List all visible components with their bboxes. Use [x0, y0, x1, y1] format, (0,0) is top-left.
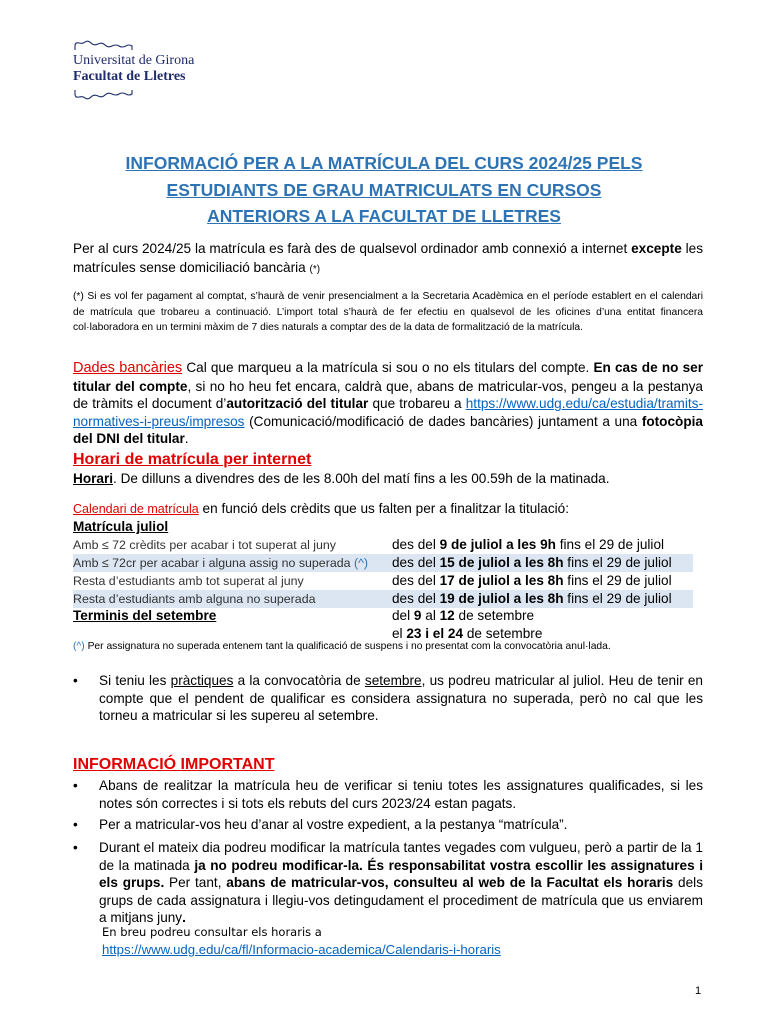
schedule-text: Horari. De dilluns a divendres des de les 8.00h del matí fins a les 00.59h de la matinada.	[73, 471, 610, 486]
calendar-row: Resta d’estudiants amb tot superat al juny des del 17 de juliol a les 8h fins el 29 de juliol	[73, 573, 672, 588]
july-heading-row	[73, 518, 693, 536]
schedule-heading: Horari de matrícula per internet	[73, 451, 312, 468]
calendar-footnote: (^) Per assignatura no superada entenem tant la qualificació de suspens i no presentat com la convocatòria anul·lada.	[73, 641, 611, 652]
bank-details-paragraph: Dades bancàries Cal que marqueu a la matrícula si sou o no els titulars del compte. En cas de no ser titular del compte, si no ho heu fet encara, caldrà que, abans de matricular-vos, pengeu a la pestanya de tràmits el document d’autorització del titular que trobareu a https://www.udg.edu/ca/estudia/tramits-normatives-i-preus/impresos (Comunicació/modificació de dades bancàries) juntament a una fotocòpia del DNI del titular.	[73, 360, 703, 447]
september-heading: Terminis del setembre	[73, 608, 217, 623]
calendar-intro: Calendari de matrícula en funció dels crèdits que us falten per a finalitzar la titulació:	[73, 501, 570, 516]
university-name: Universitat de Girona	[73, 53, 195, 68]
important-bullet: • Durant el mateix dia podreu modificar la matrícula tantes vegades com vulgueu, però a partir de la 1 de la matinada ja no podreu modificar-la. És responsabilitat vostra escollir les assignatures i els grups. Per tant, abans de matricular-vos, consulteu al web de la Facultat els horaris dels grups de cada assignatura i llegiu-vos detingudament el procediment de matrícula que us enviarem a mitjans juny.	[73, 840, 704, 926]
july-heading: Matrícula juliol	[73, 519, 169, 534]
bullet-icon: •	[73, 673, 78, 688]
page-number: 1	[695, 985, 702, 997]
bank-details-heading: Dades bancàries	[73, 360, 183, 376]
bullet-icon: •	[73, 817, 78, 832]
calendar-row: Amb ≤ 72 crèdits per acabar i tot superat al juny des del 9 de juliol a les 9h fins el 29 de juliol	[73, 537, 665, 552]
logo	[73, 40, 213, 100]
ornament-top-icon	[74, 40, 134, 52]
timetables-note: En breu podreu consultar els horaris a https://www.udg.edu/ca/fl/Informacio-academica/Calendaris-i-horaris	[102, 925, 501, 957]
title-line-1: INFORMACIÓ PER A LA MATRÍCULA DEL CURS 2024/25 PELS	[125, 153, 643, 173]
september-row: el 23 i el 24 de setembre	[392, 626, 543, 641]
document-title	[60, 150, 708, 230]
september-row: Terminis del setembre del 9 al 12 de setembre	[73, 608, 535, 623]
forms-link[interactable]: https://www.udg.edu/ca/estudia/tramits-normatives-i-preus/impresos	[73, 396, 703, 429]
faculty-name: Facultat de Lletres	[73, 69, 186, 84]
title-line-2: ESTUDIANTS DE GRAU MATRICULATS EN CURSOS	[166, 179, 602, 200]
payment-note: (*) Si es vol fer pagament al comptat, s’haurà de venir presencialment a la Secretaria Acadèmica en el període establert en el calendari de matrícula que trobareu a continuació. L’import total s’haurà de fer efectiu en qualsevol de les oficines d’una entitat financera col·laboradora en un termini màxim de 7 dies naturals a comptar des de la data de formalització de la matrícula.	[73, 291, 703, 333]
intro-paragraph: Per al curs 2024/25 la matrícula es farà des de qualsevol ordinador amb connexió a internet excepte les matrícules sense domiciliació bancària (*)	[73, 241, 703, 275]
title-line-3: ANTERIORS A LA FACULTAT DE LLETRES	[207, 206, 561, 226]
important-bullet: • Abans de realitzar la matrícula heu de verificar si teniu totes les assignatures qualificades, si les notes són correctes i si tots els rebuts del curs 2023/24 estan pagats.	[73, 778, 703, 811]
calendar-row: Resta d’estudiants amb alguna no superada des del 19 de juliol a les 8h fins el 29 de juliol	[73, 590, 693, 608]
timetables-link[interactable]: https://www.udg.edu/ca/fl/Informacio-academica/Calendaris-i-horaris	[102, 942, 501, 957]
calendar-row: Amb ≤ 72cr per acabar i alguna assig no superada (^) des del 15 de juliol a les 8h fins el 29 de juliol	[73, 554, 693, 572]
calendar-label: Calendari de matrícula	[73, 502, 199, 516]
important-heading: INFORMACIÓ IMPORTANT	[73, 756, 275, 773]
bullet-icon: •	[73, 778, 78, 793]
bullet-icon: •	[73, 840, 78, 855]
important-bullet: • Per a matricular-vos heu d’anar al vostre expedient, a la pestanya “matrícula”.	[73, 817, 568, 832]
ornament-bottom-icon	[74, 88, 134, 100]
practices-bullet: • Si teniu les pràctiques a la convocatòria de setembre, us podreu matricular al juliol. Heu de tenir en compte que el pendent de qualificar es considera assignatura no superada, però no cal que les torneu a matricular si les supereu al setembre.	[73, 673, 703, 724]
